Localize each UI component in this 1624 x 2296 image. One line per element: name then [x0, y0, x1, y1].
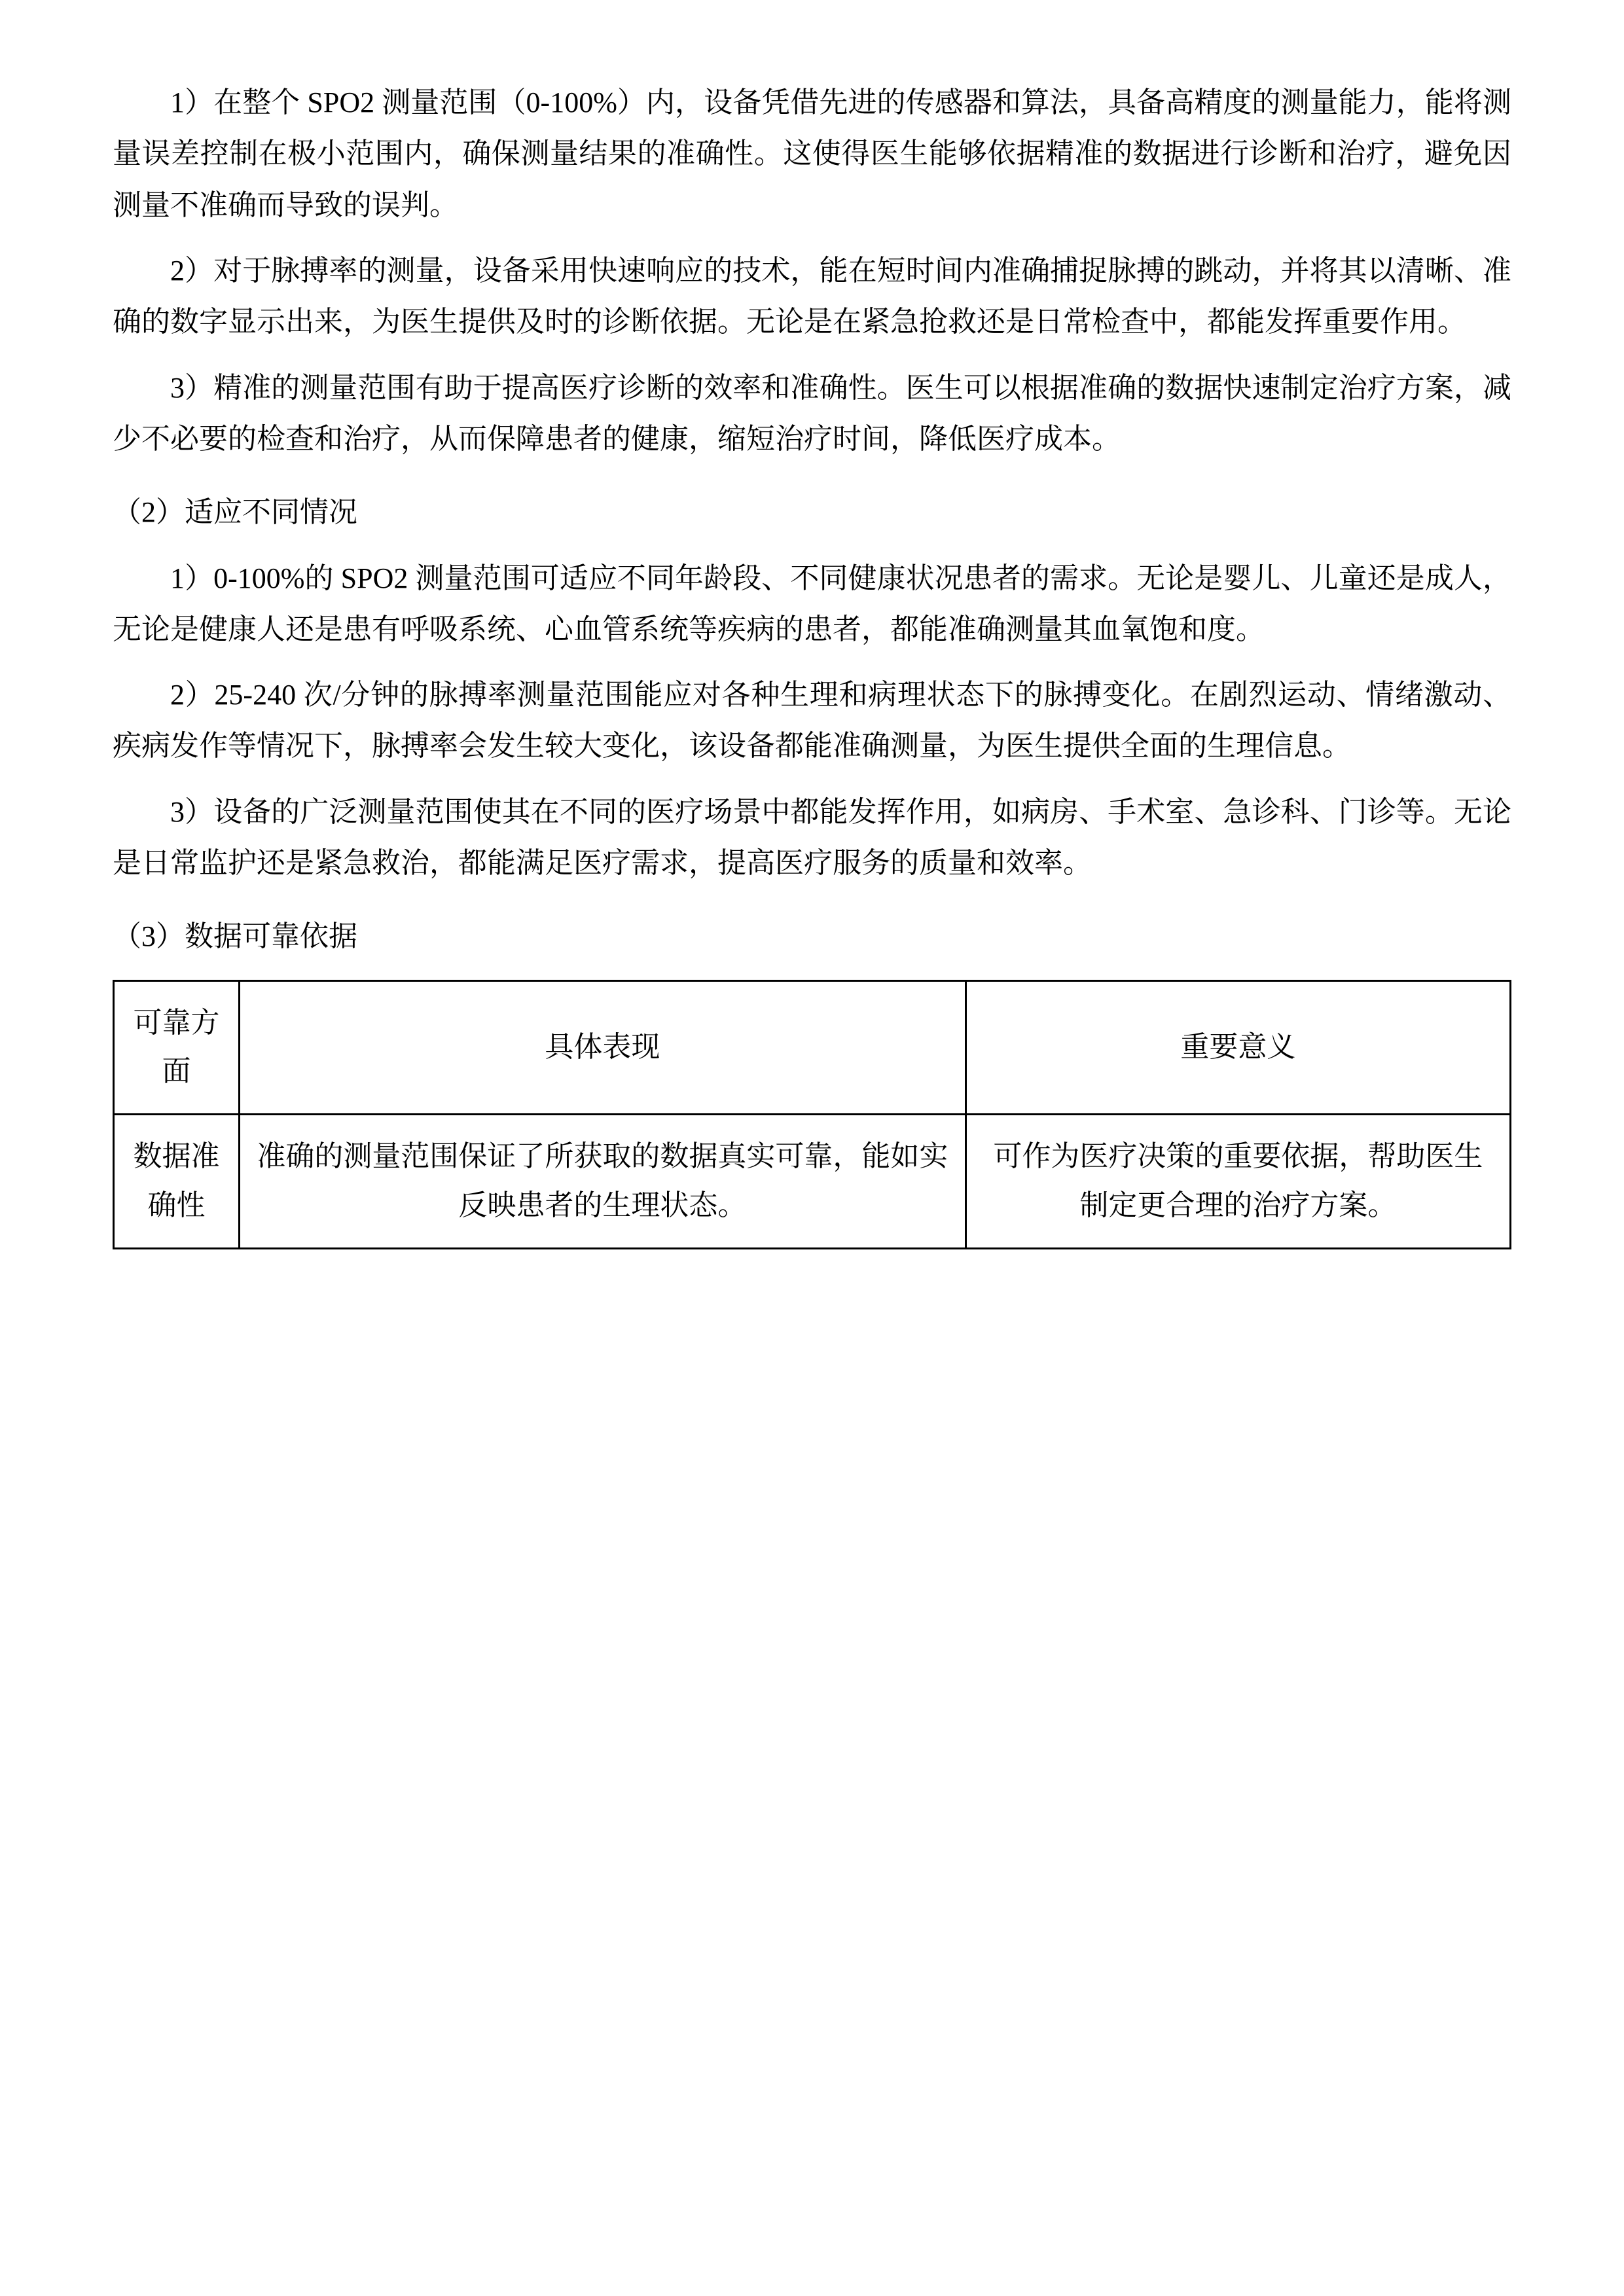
paragraph-spo2-range-1: 1）0-100%的 SPO2 测量范围可适应不同年龄段、不同健康状况患者的需求。无论是婴儿、儿童还是成人，无论是健康人还是患有呼吸系统、心血管系统等疾病的患者，都能准确测量其血氧饱和度。 [113, 562, 1511, 645]
table-header-row [114, 980, 1511, 1115]
table-cell-meaning: 可作为医疗决策的重要依据，帮助医生制定更合理的治疗方案。 [965, 1115, 1510, 1249]
table-header-detail: 具体表现 [240, 980, 966, 1115]
table-cell-detail: 准确的测量范围保证了所获取的数据真实可靠，能如实反映患者的生理状态。 [240, 1115, 966, 1249]
paragraph-pulse-range-2: 2）25-240 次/分钟的脉搏率测量范围能应对各种生理和病理状态下的脉搏变化。在剧烈运动、情绪激动、疾病发作等情况下，脉搏率会发生较大变化，该设备都能准确测量，为医生提供全面的生理信息。 [113, 679, 1511, 762]
table-cell-aspect: 数据准确性 [114, 1115, 240, 1249]
paragraph-pulse-rate-2: 2）对于脉搏率的测量，设备采用快速响应的技术，能在短时间内准确捕捉脉搏的跳动，并将其以清晰、准确的数字显示出来，为医生提供及时的诊断依据。无论是在紧急抢救还是日常检查中，都能发挥重要作用。 [113, 254, 1511, 338]
table-header-aspect: 可靠方面 [114, 980, 240, 1115]
section-heading-adapt-situations: （2）适应不同情况 [113, 496, 357, 529]
paragraph-efficiency-3: 3）精准的测量范围有助于提高医疗诊断的效率和准确性。医生可以根据准确的数据快速制定治疗方案，减少不必要的检查和治疗，从而保障患者的健康，缩短治疗时间，降低医疗成本。 [113, 371, 1511, 455]
paragraph-scenarios-3: 3）设备的广泛测量范围使其在不同的医疗场景中都能发挥作用，如病房、手术室、急诊科、门诊等。无论是日常监护还是紧急救治，都能满足医疗需求，提高医疗服务的质量和效率。 [113, 795, 1511, 880]
paragraph-accuracy-1: 1）在整个 SPO2 测量范围（0-100%）内，设备凭借先进的传感器和算法，具备高精度的测量能力，能将测量误差控制在极小范围内，确保测量结果的准确性。这使得医生能够依据精准的数据进行诊断和治疗，避免因测量不准确而导致的误判。 [113, 86, 1511, 221]
section-heading-data-reliability: （3）数据可靠依据 [113, 920, 357, 953]
reliability-table [113, 980, 1511, 1249]
table-header-meaning: 重要意义 [965, 980, 1510, 1115]
table-row-data-accuracy [114, 1115, 1511, 1249]
